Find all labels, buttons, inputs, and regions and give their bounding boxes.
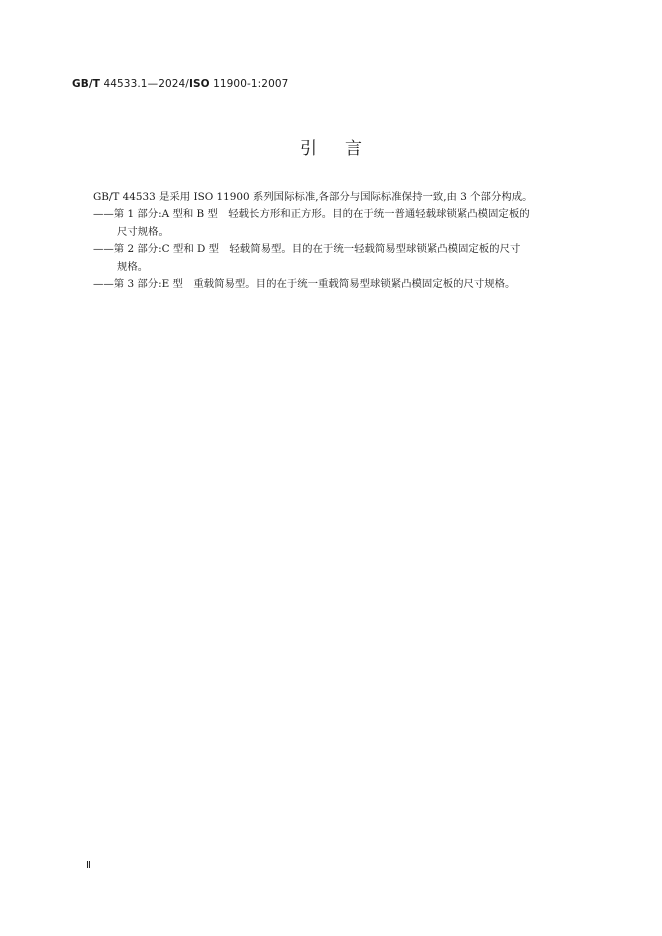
part-1-line-1: ——第 1 部分:A 型和 B 型 轻载长方形和正方形。目的在于统一普通轻载球锁紧凸模固定板的 [93, 208, 530, 221]
part-3-line-1: ——第 3 部分:E 型 重载简易型。目的在于统一重载简易型球锁紧凸模固定板的尺寸规格。 [93, 278, 516, 291]
part-1-line-2: 尺寸规格。 [117, 225, 169, 238]
iso-prefix: ISO [188, 78, 210, 90]
iso-number: 11900-1:2007 [209, 78, 289, 90]
standard-number: 44533.1—2024/ [100, 78, 189, 90]
part-1-item [93, 206, 593, 241]
part-2-line-2: 规格。 [117, 260, 149, 273]
standard-prefix: GB/T [72, 78, 101, 90]
section-title: 引言 [300, 139, 390, 159]
document-header [72, 78, 288, 90]
part-2-item [93, 241, 593, 276]
part-3-item [93, 276, 593, 293]
part-2-line-1: ——第 2 部分:C 型和 D 型 轻载简易型。目的在于统一轻载简易型球锁紧凸模固定板的尺寸 [93, 243, 521, 256]
intro-lead-paragraph: GB/T 44533 是采用 ISO 11900 系列国际标准,各部分与国际标准保持一致,由 3 个部分构成。 [93, 191, 533, 203]
page-number: Ⅱ [86, 860, 91, 871]
introduction-body [93, 189, 593, 293]
